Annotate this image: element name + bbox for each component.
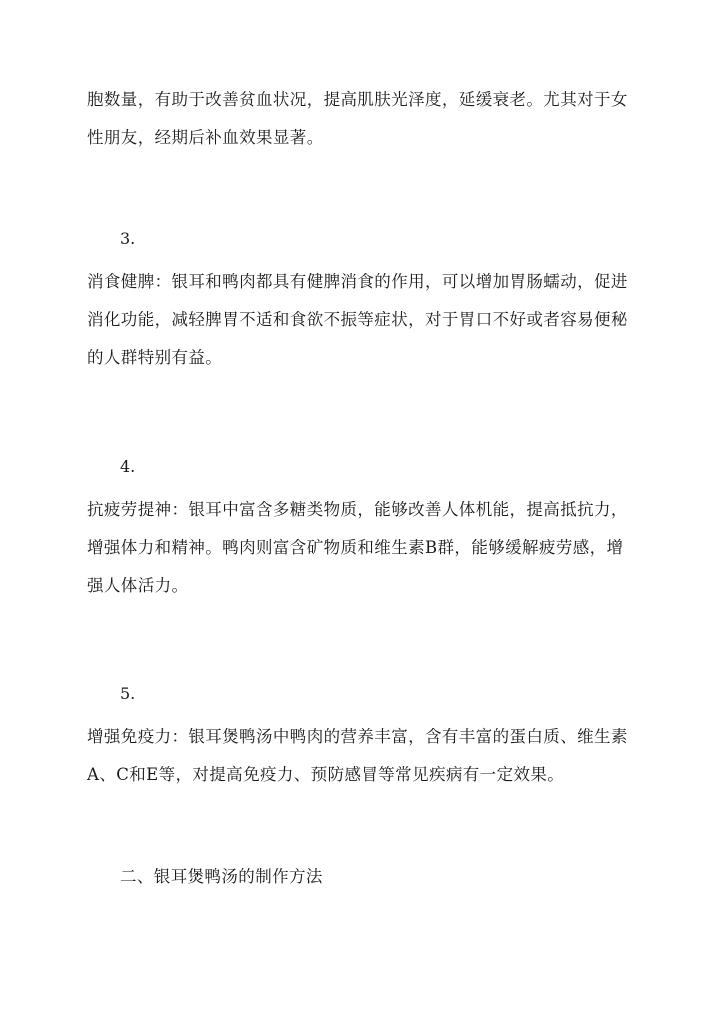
section-heading: 二、银耳煲鸭汤的制作方法 xyxy=(120,867,323,886)
item-3-paragraph: 消食健脾：银耳和鸭肉都具有健脾消食的作用，可以增加胃肠蠕动，促进 消化功能，减轻脾胃不适和食欲不振等症状，对于胃口不好或者容易便秘 的人群特别有益。 xyxy=(87,272,628,367)
item-5-number: 5. xyxy=(120,684,136,703)
item-5-paragraph: 增强免疫力：银耳煲鸭汤中鸭肉的营养丰富，含有丰富的蛋白质、维生素 A、C和E等，对提高免疫力、预防感冒等常见疾病有一定效果。 xyxy=(87,727,628,784)
item-4-paragraph: 抗疲劳提神：银耳中富含多糖类物质，能够改善人体机能，提高抵抗力， 增强体力和精神。鸭肉则富含矿物质和维生素B群，能够缓解疲劳感，增 强人体活力。 xyxy=(87,500,628,595)
item-3-number: 3. xyxy=(120,229,136,248)
item-4-number: 4. xyxy=(120,457,136,476)
intro-paragraph: 胞数量，有助于改善贫血状况，提高肌肤光泽度，延缓衰老。尤其对于女 性朋友，经期后补血效果显著。 xyxy=(87,90,628,147)
